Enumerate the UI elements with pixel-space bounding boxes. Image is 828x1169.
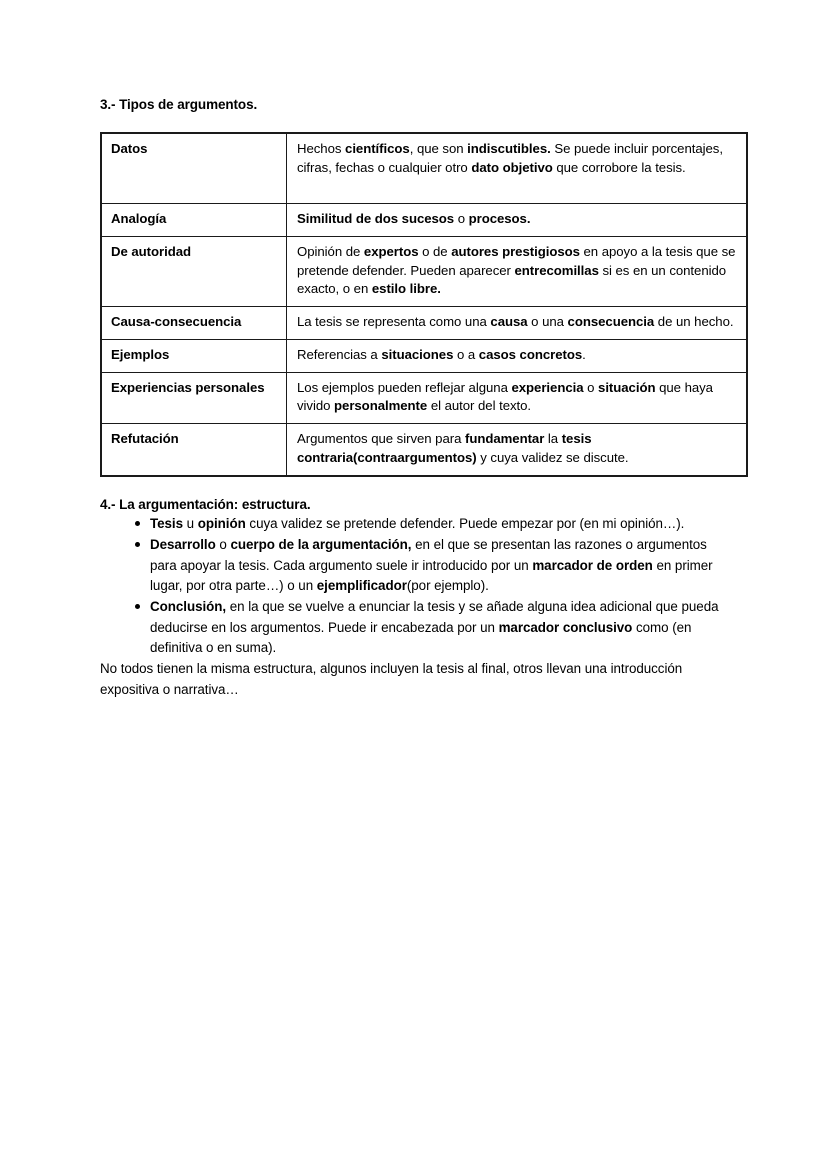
bullet-dot-icon <box>135 521 140 526</box>
table-row <box>101 424 747 476</box>
table-cell-type: Causa-consecuencia <box>101 307 287 340</box>
tipos-de-argumentos-table <box>100 132 748 476</box>
page-title-tipos-de-argumentos: 3.- Tipos de argumentos. <box>100 97 258 112</box>
table-cell-description: Hechos científicos, que son indiscutibles. Se puede incluir porcentajes, cifras, fechas o cualquier otro dato objetivo que corrobore la tesis. <box>287 133 748 204</box>
closing-paragraph: No todos tienen la misma estructura, algunos incluyen la tesis al final, otros llevan una introducción expositiva o narrativa… <box>100 661 683 697</box>
table-cell-description: Los ejemplos pueden reflejar alguna experiencia o situación que haya vivido personalmente el autor del texto. <box>287 372 748 423</box>
table-row <box>101 204 747 237</box>
table-cell-type: De autoridad <box>101 236 287 306</box>
table-cell-type: Analogía <box>101 204 287 237</box>
table-cell-type: Datos <box>101 133 287 204</box>
table-cell-description: Argumentos que sirven para fundamentar la tesis contraria(contraargumentos) y cuya validez se discute. <box>287 424 748 476</box>
table-row <box>101 236 747 306</box>
bullet-dot-icon <box>135 542 140 547</box>
bullet-dot-icon <box>135 604 140 609</box>
table-cell-description: Opinión de expertos o de autores prestigiosos en apoyo a la tesis que se pretende defender. Pueden aparecer entrecomillas si es en un contenido exacto, o en estilo libre. <box>287 236 748 306</box>
document-content <box>100 96 736 700</box>
list-item-text: Tesis u opinión cuya validez se pretende defender. Puede empezar por (en mi opinión…). <box>150 515 685 531</box>
table-body <box>101 133 747 475</box>
table-cell-description: La tesis se representa como una causa o una consecuencia de un hecho. <box>287 307 748 340</box>
list-item <box>100 514 728 534</box>
table-cell-type: Ejemplos <box>101 339 287 372</box>
table-cell-type: Experiencias personales <box>101 372 287 423</box>
list-item-text: Desarrollo o cuerpo de la argumentación, en el que se presentan las razones o argumentos para apoyar la tesis. Cada argumento suele ir introducido por un marcador de orden en primer lugar, por otra parte…) o un ejemplificador(por ejemplo). <box>150 537 713 593</box>
table-row <box>101 307 747 340</box>
list-item <box>100 535 728 596</box>
list-item-text: Conclusión, en la que se vuelve a enunciar la tesis y se añade alguna idea adicional que pueda deducirse en los argumentos. Puede ir encabezada por un marcador conclusivo como (en definitiva o en suma). <box>150 599 719 656</box>
estructura-bullet-list <box>100 514 728 659</box>
table-row <box>101 372 747 423</box>
table-cell-description: Referencias a situaciones o a casos concretos. <box>287 339 748 372</box>
table-row <box>101 339 747 372</box>
list-item <box>100 597 728 658</box>
table-cell-type: Refutación <box>101 424 287 476</box>
section-la-argumentacion-estructura <box>100 496 728 701</box>
table-cell-description: Similitud de dos sucesos o procesos. <box>287 204 748 237</box>
table-row <box>101 133 747 204</box>
page-title-la-argumentacion-estructura: 4.- La argumentación: estructura. <box>100 496 311 512</box>
